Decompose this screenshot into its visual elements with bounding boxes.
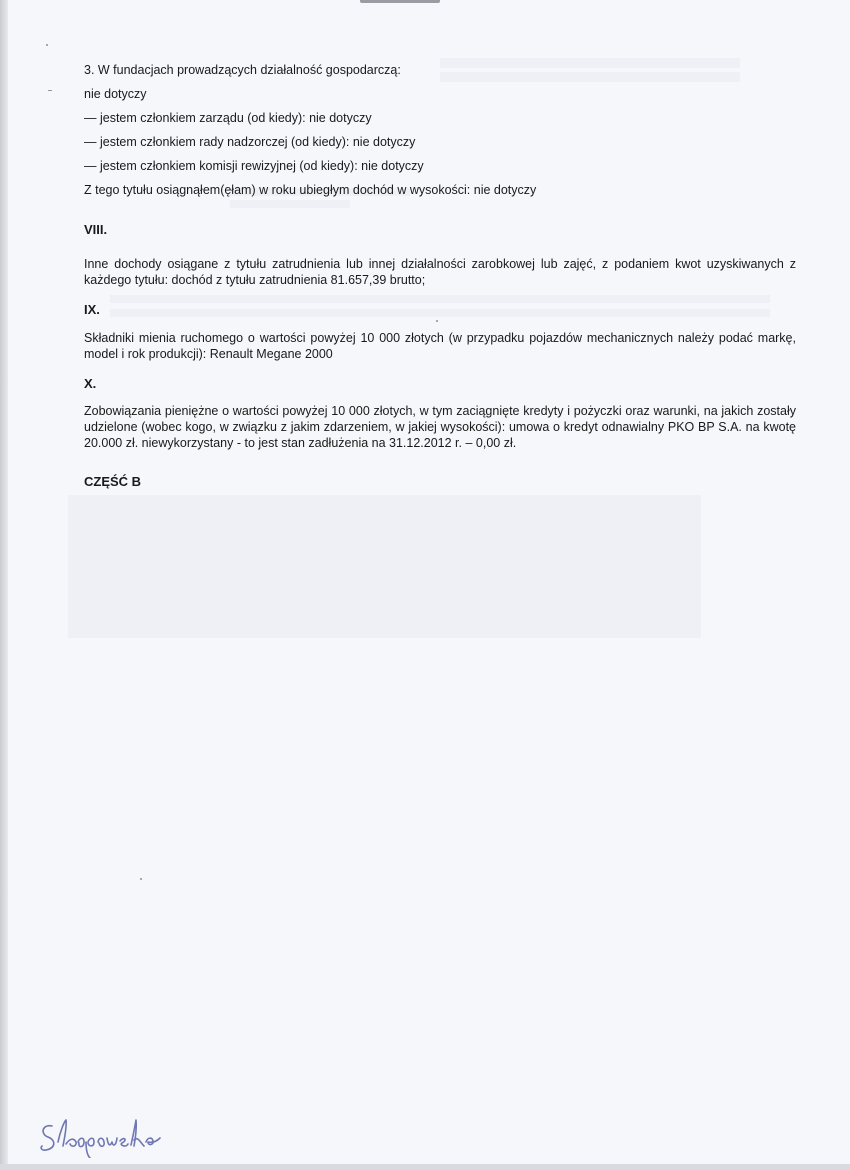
scan-top-mark — [360, 0, 440, 3]
foundations-status: nie dotyczy — [84, 87, 147, 101]
section-viii-text: Inne dochody osiągane z tytułu zatrudnienia lub innej działalności zarobkowej lub zajęć, z podaniem kwot uzyskiwanych z każdego tytułu: dochód z tytułu zatrudnienia 81.657,39 brutto; — [84, 257, 796, 287]
income-line: Z tego tytułu osiągnąłem(ęłam) w roku ubiegłym dochód w wysokości: nie dotyczy — [84, 183, 537, 197]
audit-member-line: — jestem członkiem komisji rewizyjnej (od kiedy): nie dotyczy — [84, 159, 424, 173]
scan-left-edge — [0, 0, 8, 1170]
bleed-through-mark — [110, 309, 770, 317]
part-b-heading: CZĘŚĆ B — [84, 474, 142, 489]
section-x-heading: X. — [84, 376, 97, 391]
scan-dust — [140, 878, 142, 880]
supervisory-member-line: — jestem członkiem rady nadzorczej (od kiedy): nie dotyczy — [84, 135, 416, 149]
section-ix-heading: IX. — [84, 302, 100, 317]
board-member-line: — jestem członkiem zarządu (od kiedy): nie dotyczy — [84, 111, 372, 125]
bleed-through-mark — [440, 58, 740, 68]
scan-bottom-edge — [0, 1164, 850, 1170]
section-viii-heading: VIII. — [84, 222, 108, 237]
bleed-through-mark — [440, 72, 740, 82]
scan-dust — [48, 90, 52, 91]
scan-dust — [46, 44, 48, 46]
bleed-through-mark — [110, 295, 770, 303]
section-x-text: Zobowiązania pieniężne o wartości powyżej 10 000 złotych, w tym zaciągnięte kredyty i pożyczki oraz warunki, na jakich zostały udzielone (wobec kogo, w związku z jakim zdarzeniem, w jakiej wysokości): umowa o kredyt odnawialny PKO BP S.A. na kwotę 20.000 zł. niewykorzystany - to jest stan zadłużenia na 31.12.2012 r. – 0,00 zł. — [84, 404, 796, 450]
scan-dust — [436, 320, 438, 322]
handwritten-signature — [36, 1112, 176, 1163]
section-ix-text: Składniki mienia ruchomego o wartości powyżej 10 000 złotych (w przypadku pojazdów mechanicznych należy podać markę, model i rok produkcji): Renault Megane 2000 — [84, 331, 796, 361]
redacted-area — [68, 495, 701, 638]
signature-drawing — [36, 1112, 176, 1158]
bleed-through-mark — [230, 200, 350, 208]
foundations-intro: 3. W fundacjach prowadzących działalność gospodarczą: — [84, 63, 401, 77]
